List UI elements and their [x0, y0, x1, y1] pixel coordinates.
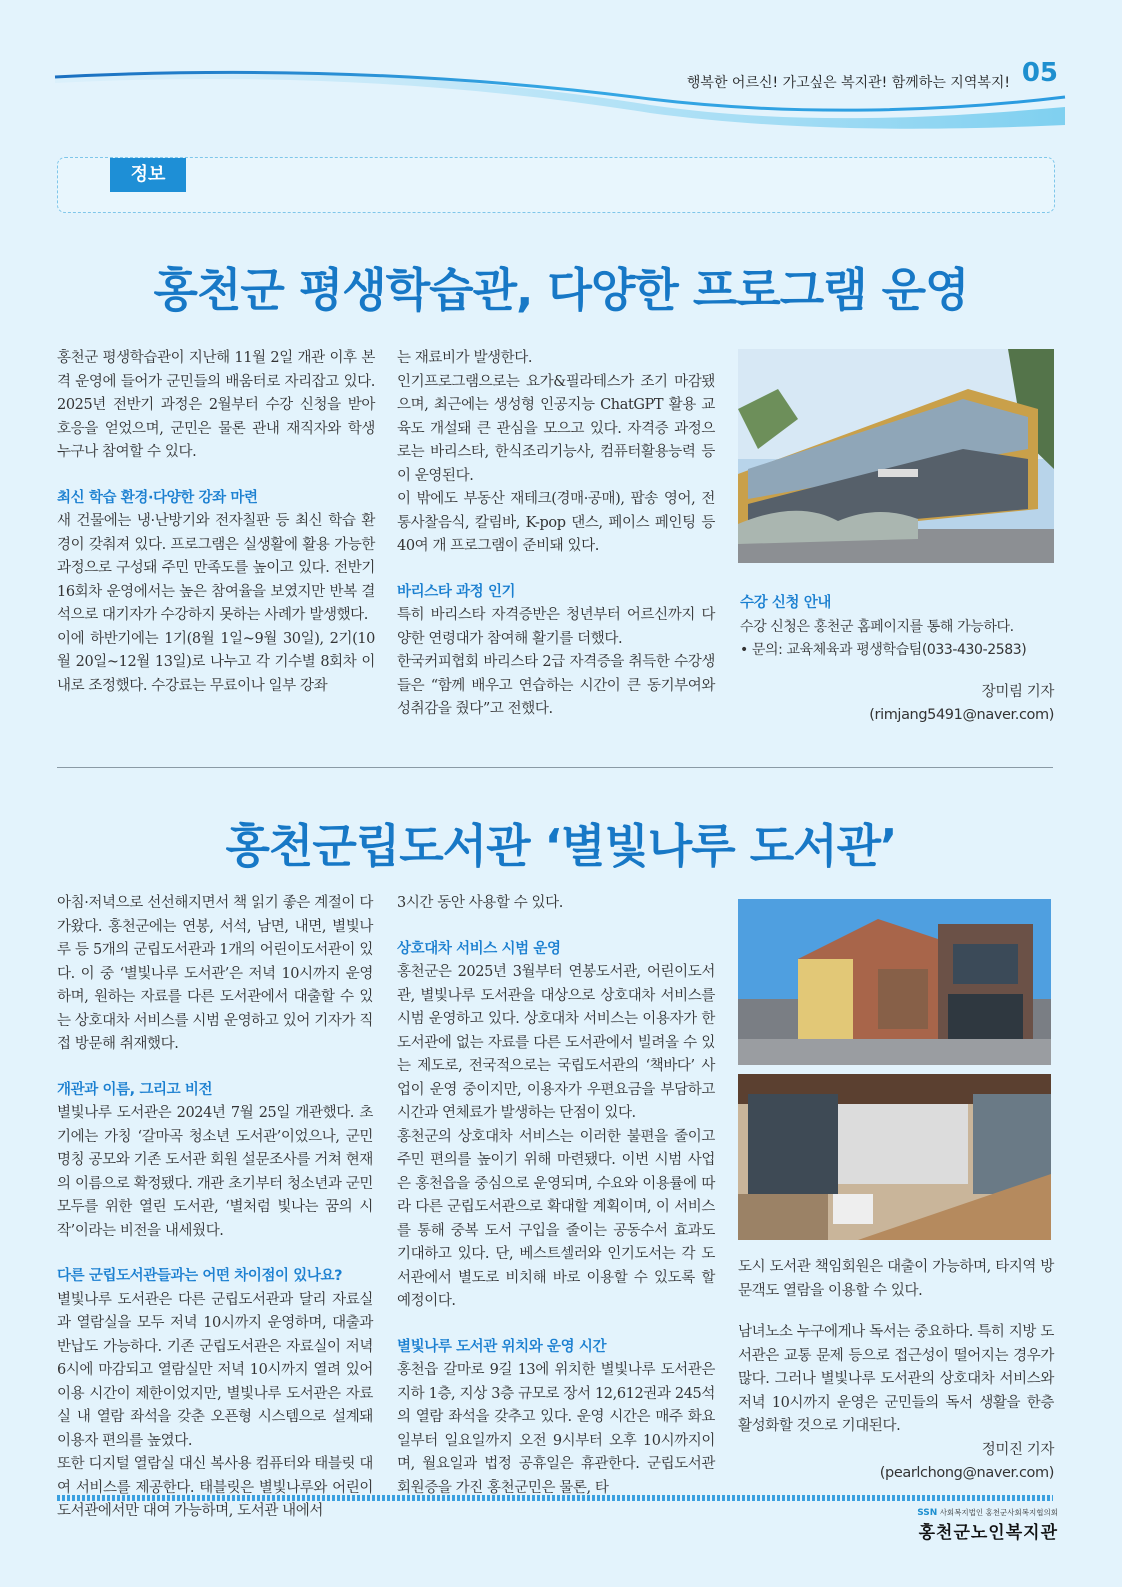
footer-dotted-line [57, 1495, 1053, 1501]
paragraph: 또한 디지털 열람실 대신 복사용 컴퓨터와 태블릿 대여 서비스를 제공한다. 태블릿은 별빛나루와 어린이도서관에서만 대여 가능하며, 도서관 내에서 [57, 1456, 373, 1519]
subheading: 최신 학습 환경·다양한 강좌 마련 [57, 489, 258, 506]
reporter-email: (rimjang5491@naver.com) [869, 707, 1054, 723]
paragraph: 수강 신청은 홍천군 홈페이지를 통해 가능하다. [740, 618, 1014, 635]
paragraph: 별빛나루 도서관은 다른 군립도서관과 달리 자료실과 열람실을 모두 저녁 10시까지 운영하며, 대출과 반납도 가능하다. 기존 군립도서관은 자료실이 저녁 6시에 마감되고 열람실만 저녁 10시까지 열려 있어 이용 시간이 제한이었지만, 별빛나루 도서관은 자료실 내 열람 좌석을 갖춘 오픈형 시스템으로 설계돼 이용자 편의를 높였다. [57, 1291, 373, 1449]
page-number: 05 [1021, 58, 1058, 88]
paragraph: 아침·저녁으로 선선해지면서 책 읽기 좋은 계절이 다가왔다. 홍천군에는 연봉, 서석, 남면, 내면, 별빛나루 등 5개의 군립도서관과 1개의 어린이도서관이 있다. 이 중 ‘별빛나루 도서관’은 저녁 10시까지 운영하며, 원하는 자료를 다른 도서관에서 대출할 수 있는 상호대차 서비스를 시범 운영하고 있어 기자가 직접 방문해 취재했다. [57, 895, 373, 1052]
subheading: 바리스타 과정 인기 [397, 583, 516, 600]
article2-column-1 [57, 892, 373, 1524]
paragraph: 도시 도서관 책임회원은 대출이 가능하며, 타지역 방문객도 열람을 이용할 수 있다. [738, 1259, 1054, 1299]
subheading: 상호대차 서비스 시범 운영 [397, 940, 561, 957]
paragraph: 3시간 동안 사용할 수 있다. [397, 895, 563, 911]
article2-title: 홍천군립도서관 ‘별빛나루 도서관’ [225, 819, 897, 873]
paragraph: 이에 하반기에는 1기(8월 1일~9월 30일), 2기(10월 20일~12월 13일)로 나누고 각 기수별 8회차 이내로 조정했다. 수강료는 무료이나 일부 강좌 [57, 630, 375, 694]
article1-column-3 [740, 578, 1054, 728]
paragraph: 홍천읍 갈마로 9길 13에 위치한 별빛나루 도서관은 지하 1층, 지상 3층 규모로 장서 12,612권과 245석의 열람 좌석을 갖추고 있다. 운영 시간은 매주 화요일부터 일요일까지 오전 9시부터 오후 10시까지이며, 월요일과 법정 공휴일은 휴관한다. 군립도서관 회원증을 가진 홍천군민은 물론, 타 [397, 1362, 715, 1496]
article2-column-2 [397, 892, 715, 1500]
reporter-name: 장미림 기자 [981, 683, 1054, 700]
footer-association: 사회복지법인 홍천군사회복지협의회 [939, 1508, 1058, 1517]
paragraph: 는 재료비가 발생한다. [397, 350, 533, 366]
paragraph: 인기프로그램으로는 요가&필라테스가 조기 마감됐으며, 최근에는 생성형 인공지능 ChatGPT 활용 교육도 개설돼 큰 관심을 모으고 있다. 자격증 과정으로는 바리스타, 한식조리기능사, 컴퓨터활용능력 등이 운영된다. [397, 373, 715, 484]
article-divider [57, 767, 1053, 768]
paragraph: 이 밖에도 부동산 재테크(경매·공매), 팝송 영어, 전통사찰음식, 칼림바, K-pop 댄스, 페이스 페인팅 등 40여 개 프로그램이 준비돼 있다. [397, 491, 715, 554]
library-interior-photo [738, 1074, 1051, 1240]
footer-org-name: 홍천군노인복지관 [918, 1523, 1058, 1543]
article1-column-1 [57, 347, 375, 698]
section-tag: 정보 [110, 158, 186, 192]
reporter-email: (pearlchong@naver.com) [879, 1465, 1054, 1481]
article1-column-2 [397, 347, 715, 722]
learning-center-photo [738, 349, 1054, 563]
reporter-name: 정미진 기자 [981, 1441, 1054, 1458]
paragraph: 별빛나루 도서관은 2024년 7월 25일 개관했다. 초기에는 가칭 ‘갈마곡 청소년 도서관’이었으나, 군민 명칭 공모와 기존 도서관 회원 설문조사를 거쳐 현재의 이름으로 확정됐다. 개관 초기부터 청소년과 군민 모두를 위한 열린 도서관, ‘별처럼 빛나는 꿈의 시작’이라는 비전을 내세웠다. [57, 1105, 373, 1239]
paragraph: 새 건물에는 냉·난방기와 전자칠판 등 최신 학습 환경이 갖춰져 있다. 프로그램은 실생활에 활용 가능한 과정으로 구성돼 주민 만족도를 높이고 있다. 전반기 16회차 운영에서는 높은 참여율을 보였지만 반복 결석으로 대기자가 수강하지 못하는 사례가 발생했다. [57, 513, 375, 623]
header-slogan: 행복한 어르신! 가고싶은 복지관! 함께하는 지역복지! [686, 75, 1010, 91]
contact-info: • 문의: 교육체육과 평생학습팀(033-430-2583) [740, 642, 1027, 658]
subheading: 별빛나루 도서관 위치와 운영 시간 [397, 1338, 607, 1355]
header-wave-decoration [0, 55, 1122, 135]
paragraph: 홍천군 평생학습관이 지난해 11월 2일 개관 이후 본격 운영에 들어가 군민들의 배움터로 자리잡고 있다. 2025년 전반기 과정은 2월부터 수강 신청을 받아 호응을 얻었으며, 군민은 물론 관내 재직자와 학생 누구나 참여할 수 있다. [57, 350, 375, 460]
paragraph: 남녀노소 누구에게나 독서는 중요하다. 특히 지방 도서관은 교통 문제 등으로 접근성이 떨어지는 경우가 많다. 그러나 별빛나루 도서관의 상호대차 서비스와 저녁 10시까지 운영은 군민들의 독서 생활을 한층 활성화할 것으로 기대된다. [738, 1324, 1054, 1434]
paragraph: 홍천군의 상호대차 서비스는 이러한 불편을 줄이고 주민 편의를 높이기 위해 마련됐다. 이번 시범 사업은 홍천읍을 중심으로 운영되며, 수요와 이용률에 따라 다른 군립도서관으로 확대할 계획이며, 이 서비스를 통해 중복 도서 구입을 줄이는 공동수서 효과도 기대하고 있다. 단, 베스트셀러와 인기도서는 각 도서관에서 별도로 비치해 바로 이용할 수 있도록 할 예정이다. [397, 1128, 715, 1309]
subheading: 개관과 이름, 그리고 비전 [57, 1081, 213, 1098]
subheading: 수강 신청 안내 [740, 595, 831, 611]
ssn-logo: SSN [917, 1508, 938, 1518]
paragraph: 특히 바리스타 자격증반은 청년부터 어르신까지 다양한 연령대가 참여해 활기를 더했다. [397, 607, 715, 647]
subheading: 다른 군립도서관들과는 어떤 차이점이 있나요? [57, 1268, 343, 1284]
article2-column-3 [738, 1256, 1054, 1486]
paragraph: 한국커피협회 바리스타 2급 자격증을 취득한 수강생들은 “함께 배우고 연습하는 시간이 큰 동기부여와 성취감을 줬다”고 전했다. [397, 654, 715, 717]
paragraph: 홍천군은 2025년 3월부터 연봉도서관, 어린이도서관, 별빛나루 도서관을 대상으로 상호대차 서비스를 시범 운영하고 있다. 상호대차 서비스는 이용자가 한 도서관에 없는 자료를 다른 도서관에서 빌려올 수 있는 제도로, 전국적으로는 국립도서관의 ‘책바다’ 사업이 운영 중이지만, 이용자가 우편요금을 부담하고 시간과 연체료가 발생하는 단점이 있다. [397, 964, 715, 1121]
library-exterior-photo [738, 899, 1051, 1065]
section-header-box [57, 157, 1055, 213]
article1-title: 홍천군 평생학습관, 다양한 프로그램 운영 [153, 263, 969, 317]
footer-organization [917, 1507, 1058, 1543]
